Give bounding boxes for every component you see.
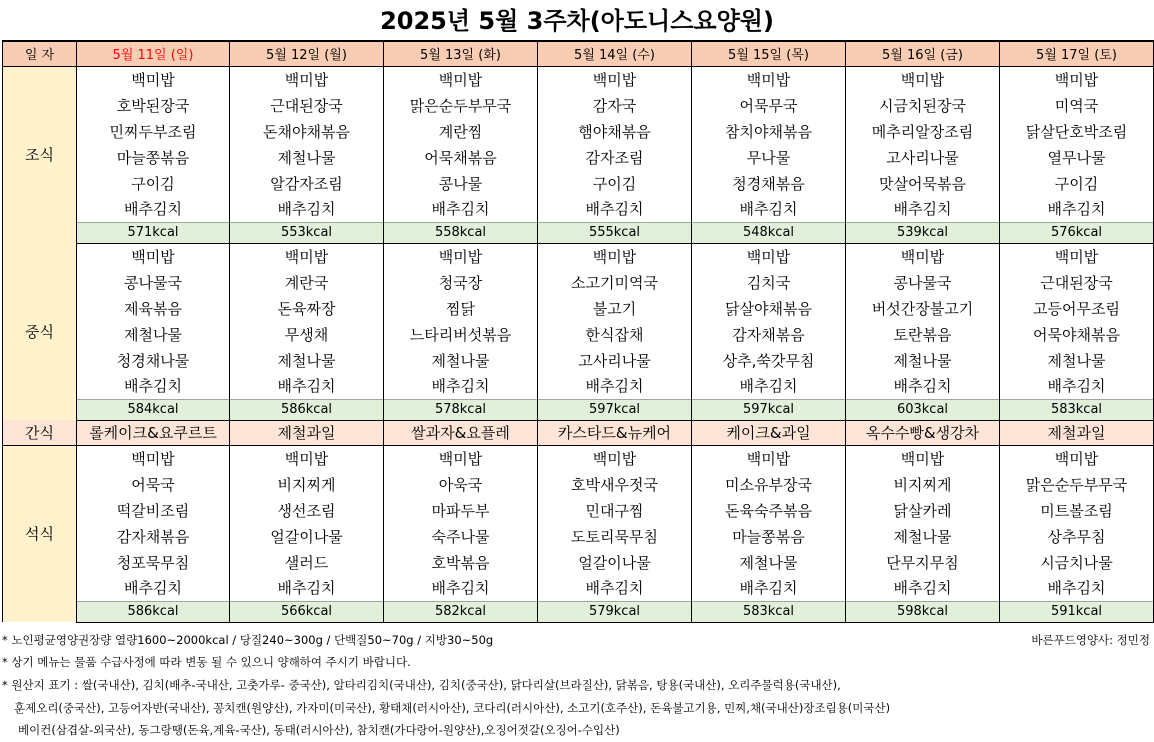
menu-item: 돈육짜장	[230, 295, 384, 321]
menu-item: 고사리나물	[538, 347, 692, 373]
menu-item: 제육볶음	[77, 295, 230, 321]
menu-item: 배추김치	[1000, 575, 1154, 601]
page-title: 2025년 5월 3주차(아도니스요양원)	[380, 7, 774, 35]
kcal-value: 539kcal	[846, 222, 1000, 243]
menu-item: 토란볶음	[846, 321, 1000, 347]
menu-item: 콩나물국	[846, 269, 1000, 295]
menu-item: 닭살단호박조림	[1000, 118, 1154, 144]
day-header: 5월 16일 (금)	[846, 41, 1000, 66]
breakfast-row	[3, 170, 1154, 196]
kcal-value: 586kcal	[230, 399, 384, 420]
menu-item: 배추김치	[384, 575, 538, 601]
menu-item: 배추김치	[384, 196, 538, 222]
menu-item: 계란찜	[384, 118, 538, 144]
kcal-value: 578kcal	[384, 399, 538, 420]
lunch-row	[3, 269, 1154, 295]
menu-item: 감자국	[538, 92, 692, 118]
day-header: 5월 14일 (수)	[538, 41, 692, 66]
menu-item: 불고기	[538, 295, 692, 321]
menu-item: 느타리버섯볶음	[384, 321, 538, 347]
day-header: 5월 12일 (월)	[230, 41, 384, 66]
dinner-row	[3, 523, 1154, 549]
menu-item: 미역국	[1000, 92, 1154, 118]
lunch-row	[3, 347, 1154, 373]
kcal-value: 598kcal	[846, 601, 1000, 622]
menu-item: 배추김치	[692, 575, 846, 601]
snack-row	[3, 420, 1154, 445]
kcal-value: 582kcal	[384, 601, 538, 622]
lunch-row	[3, 295, 1154, 321]
menu-item: 미소유부장국	[692, 471, 846, 497]
menu-item: 어묵채볶음	[384, 144, 538, 170]
menu-item: 호박된장국	[77, 92, 230, 118]
menu-item: 시금치된장국	[846, 92, 1000, 118]
dinner-row	[3, 575, 1154, 601]
lunch-row	[3, 243, 1154, 269]
kcal-value: 591kcal	[1000, 601, 1154, 622]
menu-item: 샐러드	[230, 549, 384, 575]
menu-item: 청포묵무침	[77, 549, 230, 575]
day-header: 5월 13일 (화)	[384, 41, 538, 66]
menu-item: 구이김	[538, 170, 692, 196]
day-header: 5월 15일 (목)	[692, 41, 846, 66]
kcal-value: 584kcal	[77, 399, 230, 420]
kcal-value: 597kcal	[538, 399, 692, 420]
menu-item: 백미밥	[230, 445, 384, 471]
menu-item: 백미밥	[692, 243, 846, 269]
snack-item: 케이크&과일	[692, 420, 846, 445]
menu-item: 감자채볶음	[692, 321, 846, 347]
menu-item: 백미밥	[1000, 445, 1154, 471]
breakfast-label: 조식	[3, 66, 77, 243]
menu-item: 배추김치	[77, 373, 230, 399]
snack-item: 옥수수빵&생강차	[846, 420, 1000, 445]
change-notice: * 상기 메뉴는 물품 수급사정에 따라 변동 될 수 있으니 양해하여 주시기 바랍니다.	[2, 655, 411, 669]
menu-item: 콩나물국	[77, 269, 230, 295]
menu-item: 제철나물	[77, 321, 230, 347]
menu-item: 제철나물	[846, 523, 1000, 549]
menu-item: 숙주나물	[384, 523, 538, 549]
day-header: 5월 17일 (토)	[1000, 41, 1154, 66]
menu-item: 배추김치	[230, 373, 384, 399]
menu-item: 백미밥	[846, 445, 1000, 471]
menu-item: 알감자조림	[230, 170, 384, 196]
lunch-row	[3, 321, 1154, 347]
breakfast-row	[3, 92, 1154, 118]
kcal-value: 586kcal	[77, 601, 230, 622]
menu-item: 김치국	[692, 269, 846, 295]
menu-item: 배추김치	[538, 196, 692, 222]
breakfast-row	[3, 196, 1154, 222]
menu-item: 아욱국	[384, 471, 538, 497]
menu-item: 민찌두부조림	[77, 118, 230, 144]
kcal-value: 548kcal	[692, 222, 846, 243]
snack-label: 간식	[3, 420, 77, 445]
kcal-value: 566kcal	[230, 601, 384, 622]
dietitian-credit: 바른푸드영양사: 정민정	[1031, 633, 1150, 647]
menu-item: 맛살어묵볶음	[846, 170, 1000, 196]
header-row	[3, 41, 1154, 66]
menu-item: 마늘쫑볶음	[77, 144, 230, 170]
menu-item: 어묵무국	[692, 92, 846, 118]
menu-item: 메추리알장조림	[846, 118, 1000, 144]
menu-item: 백미밥	[384, 66, 538, 92]
menu-item: 생선조림	[230, 497, 384, 523]
menu-item: 구이김	[1000, 170, 1154, 196]
menu-item: 제철나물	[384, 347, 538, 373]
menu-item: 백미밥	[384, 243, 538, 269]
origin-note-line-1: * 원산지 표기 : 쌀(국내산), 김치(배추-국내산, 고춧가루- 중국산), 알타리김치(국내산), 김치(중국산), 닭다리살(브라질산), 닭볶음, 탕용(국내산), 오리주물럭용(국내산),	[2, 678, 841, 692]
menu-item: 배추김치	[384, 373, 538, 399]
kcal-value: 579kcal	[538, 601, 692, 622]
menu-item: 배추김치	[230, 575, 384, 601]
menu-item: 배추김치	[692, 196, 846, 222]
menu-item: 제철나물	[692, 549, 846, 575]
menu-item: 떡갈비조림	[77, 497, 230, 523]
menu-item: 닭살야채볶음	[692, 295, 846, 321]
menu-item: 근대된장국	[1000, 269, 1154, 295]
snack-item: 제철과일	[1000, 420, 1154, 445]
menu-item: 호박새우젓국	[538, 471, 692, 497]
menu-item: 얼갈이나물	[538, 549, 692, 575]
menu-item: 돈채야채볶음	[230, 118, 384, 144]
menu-item: 배추김치	[538, 373, 692, 399]
menu-item: 제철나물	[846, 347, 1000, 373]
menu-item: 어묵야채볶음	[1000, 321, 1154, 347]
menu-item: 배추김치	[692, 373, 846, 399]
menu-item: 배추김치	[77, 575, 230, 601]
menu-item: 구이김	[77, 170, 230, 196]
menu-item: 백미밥	[846, 243, 1000, 269]
kcal-value: 555kcal	[538, 222, 692, 243]
menu-item: 백미밥	[538, 445, 692, 471]
snack-item: 쌀과자&요플레	[384, 420, 538, 445]
menu-item: 얼갈이나물	[230, 523, 384, 549]
menu-item: 상추무침	[1000, 523, 1154, 549]
menu-item: 돈육숙주볶음	[692, 497, 846, 523]
menu-item: 백미밥	[384, 445, 538, 471]
menu-item: 마늘쫑볶음	[692, 523, 846, 549]
menu-item: 배추김치	[1000, 373, 1154, 399]
menu-item: 비지찌게	[230, 471, 384, 497]
menu-item: 백미밥	[77, 445, 230, 471]
menu-item: 근대된장국	[230, 92, 384, 118]
breakfast-kcal-row	[3, 222, 1154, 243]
menu-item: 도토리묵무침	[538, 523, 692, 549]
kcal-value: 576kcal	[1000, 222, 1154, 243]
lunch-kcal-row	[3, 399, 1154, 420]
origin-note-line-3: 베이컨(삼겹살-외국산), 동그랑땡(돈육,계육-국산), 동태(러시아산), 참치캔(가다랑어-원양산),오징어젓갈(오징어-수입산)	[18, 723, 620, 737]
menu-item: 배추김치	[538, 575, 692, 601]
menu-item: 청경채볶음	[692, 170, 846, 196]
kcal-value: 583kcal	[692, 601, 846, 622]
menu-item: 고사리나물	[846, 144, 1000, 170]
snack-item: 카스타드&뉴케어	[538, 420, 692, 445]
dinner-row	[3, 445, 1154, 471]
kcal-value: 603kcal	[846, 399, 1000, 420]
menu-item: 백미밥	[1000, 66, 1154, 92]
menu-item: 백미밥	[230, 243, 384, 269]
menu-item: 단무지무침	[846, 549, 1000, 575]
menu-item: 열무나물	[1000, 144, 1154, 170]
kcal-value: 553kcal	[230, 222, 384, 243]
menu-item: 상추,쑥갓무침	[692, 347, 846, 373]
menu-item: 버섯간장불고기	[846, 295, 1000, 321]
menu-item: 무나물	[692, 144, 846, 170]
menu-item: 백미밥	[692, 445, 846, 471]
menu-item: 무생채	[230, 321, 384, 347]
menu-item: 소고기미역국	[538, 269, 692, 295]
menu-item: 배추김치	[846, 196, 1000, 222]
dinner-kcal-row	[3, 601, 1154, 622]
menu-item: 배추김치	[77, 196, 230, 222]
origin-note-line-2: 훈제오리(중국산), 고등어자반(국내산), 꽁치캔(원양산), 가자미(미국산), 황태채(러시아산), 코다리(러시아산), 소고기(호주산), 돈육불고기용, 민찌,채(국내산)장조림용(미국산)	[14, 701, 891, 715]
menu-item: 비지찌게	[846, 471, 1000, 497]
menu-item: 청국장	[384, 269, 538, 295]
menu-item: 배추김치	[846, 575, 1000, 601]
kcal-value: 583kcal	[1000, 399, 1154, 420]
menu-item: 한식잡채	[538, 321, 692, 347]
day-header: 5월 11일 (일)	[77, 41, 230, 66]
menu-item: 백미밥	[538, 243, 692, 269]
menu-item: 배추김치	[1000, 196, 1154, 222]
menu-item: 제철나물	[1000, 347, 1154, 373]
dinner-label: 석식	[3, 445, 77, 622]
menu-item: 맑은순두부무국	[1000, 471, 1154, 497]
snack-item: 제철과일	[230, 420, 384, 445]
menu-item: 맑은순두부무국	[384, 92, 538, 118]
breakfast-row	[3, 66, 1154, 92]
nutrition-note: * 노인평균영양권장량 열량1600~2000kcal / 당질240~300g / 단백질50~70g / 지방30~50g	[2, 633, 494, 647]
menu-item: 감자채볶음	[77, 523, 230, 549]
menu-item: 백미밥	[692, 66, 846, 92]
menu-item: 제철나물	[230, 144, 384, 170]
menu-item: 햄야채볶음	[538, 118, 692, 144]
menu-item: 백미밥	[77, 66, 230, 92]
lunch-label: 중식	[3, 243, 77, 420]
dinner-row	[3, 497, 1154, 523]
menu-item: 호박볶음	[384, 549, 538, 575]
breakfast-row	[3, 118, 1154, 144]
menu-item: 청경채나물	[77, 347, 230, 373]
menu-item: 백미밥	[846, 66, 1000, 92]
menu-item: 백미밥	[538, 66, 692, 92]
menu-item: 찜닭	[384, 295, 538, 321]
menu-item: 백미밥	[230, 66, 384, 92]
breakfast-row	[3, 144, 1154, 170]
menu-item: 백미밥	[1000, 243, 1154, 269]
menu-item: 민대구찜	[538, 497, 692, 523]
dinner-row	[3, 471, 1154, 497]
menu-item: 시금치나물	[1000, 549, 1154, 575]
kcal-value: 558kcal	[384, 222, 538, 243]
menu-item: 마파두부	[384, 497, 538, 523]
menu-item: 배추김치	[846, 373, 1000, 399]
lunch-row	[3, 373, 1154, 399]
menu-item: 고등어무조림	[1000, 295, 1154, 321]
menu-item: 감자조림	[538, 144, 692, 170]
weekly-menu-table	[2, 40, 1154, 623]
menu-item: 콩나물	[384, 170, 538, 196]
menu-item: 참치야채볶음	[692, 118, 846, 144]
menu-item: 계란국	[230, 269, 384, 295]
dinner-row	[3, 549, 1154, 575]
menu-item: 닭살카레	[846, 497, 1000, 523]
menu-item: 백미밥	[77, 243, 230, 269]
menu-item: 배추김치	[230, 196, 384, 222]
menu-item: 미트볼조림	[1000, 497, 1154, 523]
date-label: 일 자	[3, 41, 77, 66]
menu-item: 제철나물	[230, 347, 384, 373]
kcal-value: 597kcal	[692, 399, 846, 420]
kcal-value: 571kcal	[77, 222, 230, 243]
snack-item: 롤케이크&요쿠르트	[77, 420, 230, 445]
menu-item: 어묵국	[77, 471, 230, 497]
